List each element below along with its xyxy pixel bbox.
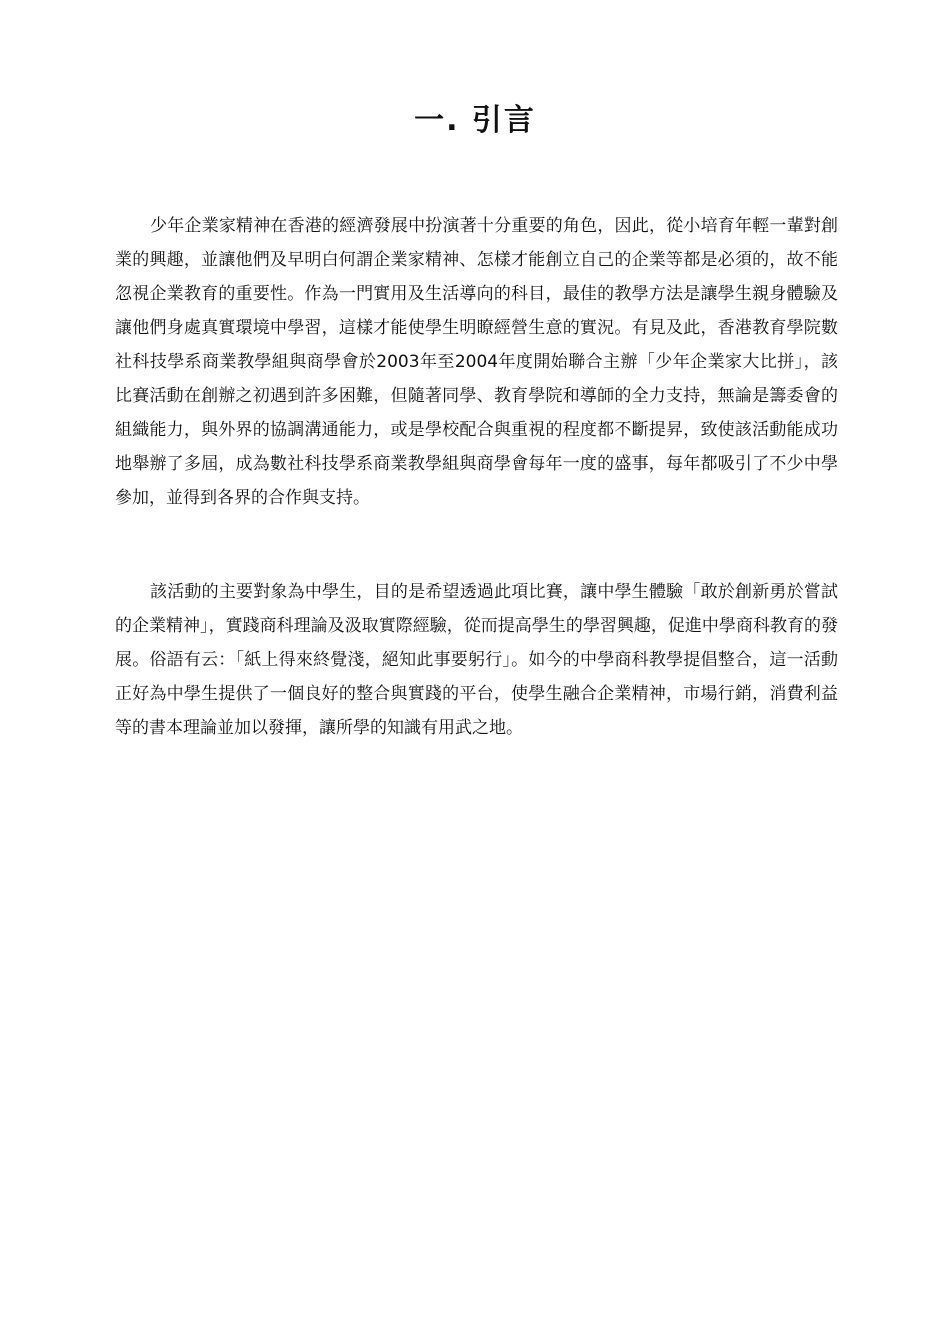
paragraph-objectives: 該活動的主要對象為中學生，目的是希望透過此項比賽，讓中學生體驗「敢於創新勇於嘗試的企業精神」，實踐商科理論及汲取實際經驗，從而提高學生的學習興趣，促進中學商科教育的發展。俗語有云：「紙上得來終覺淺，絕知此事要躬行」。如今的中學商科教學提倡整合，這一活動正好為中學生提供了一個良好的整合與實踐的平台，使學生融合企業精神，市場行銷，消費利益等的書本理論並加以發揮，讓所學的知識有用武之地。 bbox=[115, 582, 838, 738]
paragraph-introduction: 少年企業家精神在香港的經濟發展中扮演著十分重要的角色，因此，從小培育年輕一輩對創業的興趣，並讓他們及早明白何謂企業家精神、怎樣才能創立自己的企業等都是必須的，故不能忽視企業教育的重要性。作為一門實用及生活導向的科目，最佳的教學方法是讓學生親身體驗及讓他們身處真實環境中學習，這樣才能使學生明瞭經營生意的實況。有見及此，香港教育學院數社科技學系商業教學組與商學會於2003年至2004年度開始聯合主辦「少年企業家大比拼」，該比賽活動在創辦之初遇到許多困難，但隨著同學、教育學院和導師的全力支持，無論是籌委會的組織能力，與外界的協調溝通能力，或是學校配合與重視的程度都不斷提昇，致使該活動能成功地舉辦了多屆，成為數社科技學系商業教學組與商學會每年一度的盛事，每年都吸引了不少中學參加，並得到各界的合作與支持。 bbox=[115, 216, 838, 508]
section-title: 一. 引言 bbox=[414, 103, 536, 138]
